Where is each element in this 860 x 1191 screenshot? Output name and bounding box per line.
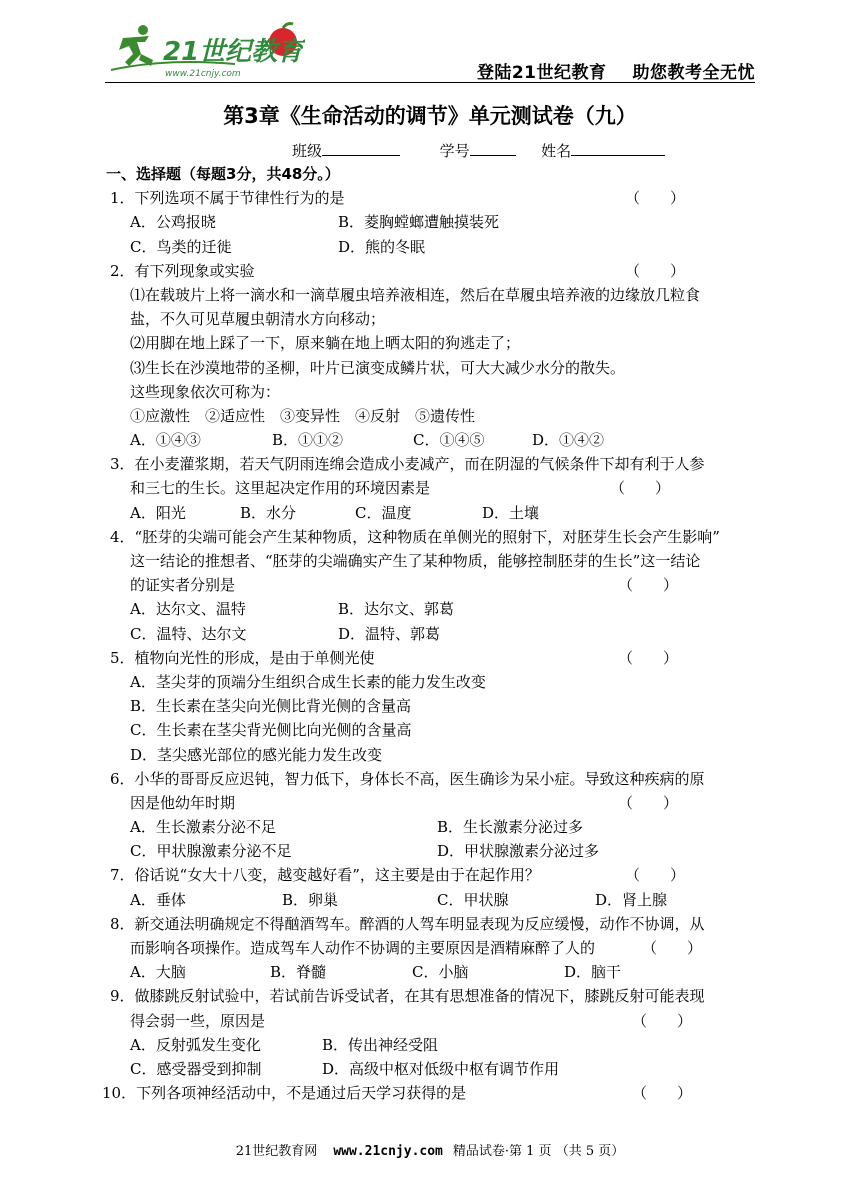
question-6-options-row2 [110,839,760,863]
option-b[interactable]: B．卵巢 [282,890,339,909]
option-d[interactable]: D．①④② [532,431,605,450]
option-b[interactable]: B．生长素在茎尖向光侧比背光侧的含量高 [130,697,412,716]
option-b[interactable]: B．传出神经受阻 [322,1035,439,1054]
question-2-text: ⑴在载玻片上将一滴水和一滴草履虫培养液相连，然后在草履虫培养液的边缘放几粒食 [130,285,701,304]
student-info [292,140,665,161]
question-3-stem: 3．在小麦灌浆期，若天气阴雨连绵会造成小麦减产，而在阴湿的气候条件下却有利于人参 [110,455,705,474]
option-d[interactable]: D．熊的冬眠 [338,237,426,256]
question-1-options-row2 [110,235,760,259]
option-b[interactable]: B．脊髓 [270,963,327,982]
question-4-stem: 这一结论的推想者、“胚芽的尖端确实产生了某种物质，能够控制胚芽的生长”这一结论 [130,552,701,570]
option-b[interactable]: B．①①② [272,431,344,450]
footer-left: 21世纪教育网 [235,1144,318,1159]
option-a[interactable]: A．达尔文、温特 [130,600,246,619]
footer-site-link[interactable]: www.21cnjy.com [333,1144,443,1159]
option-a[interactable]: A．阳光 [130,503,186,522]
name-label: 姓名 [541,142,572,160]
option-d[interactable]: D．脑干 [564,963,622,982]
question-2-options [110,428,760,452]
option-c[interactable]: C．①④⑤ [413,431,485,450]
option-c[interactable]: C．小脑 [412,963,469,982]
logo-url: www.21cnjy.com [165,69,241,79]
question-2-choices: ①应激性 ②适应性 ③变异性 ④反射 ⑤遗传性 [130,406,476,425]
class-field[interactable] [322,140,400,156]
question-6-stem: 6．小华的哥哥反应迟钝，智力低下，身体长不高，医生确诊为呆小症。导致这种疾病的原 [110,769,705,788]
question-2-text: ⑵用脚在地上踩了一下，原来躺在地上晒太阳的狗逃走了； [130,334,521,353]
question-9-stem: 得会弱一些，原因是 （ ） [110,1009,760,1033]
question-8-stem: 8．新交通法明确规定不得酗酒驾车。醉酒的人驾车明显表现为反应缓慢，动作不协调，从 [110,914,705,933]
name-field[interactable] [571,140,665,156]
question-10-stem: 10．下列各项神经活动中，不是通过后天学习获得的是 （ ） [102,1081,760,1105]
page-footer [0,1140,860,1159]
question-4-stem: 4．“胚芽的尖端可能会产生某种物质，这种物质在单侧光的照射下，对胚芽生长会产生影响” [110,527,720,546]
question-7-options [110,888,760,912]
option-d[interactable]: D．高级中枢对低级中枢有调节作用 [322,1059,560,1078]
number-label: 学号 [439,142,470,160]
question-4-options-row2 [110,622,760,646]
option-d[interactable]: D．温特、郭葛 [338,624,441,643]
option-c[interactable]: C．甲状腺 [437,890,509,909]
question-8-options [110,960,760,984]
answer-paren[interactable]: （ ） [642,939,703,957]
slogan-left: 登陆21世纪教育 [476,63,607,83]
question-2-text: 盐，不久可见草履虫朝清水方向移动； [130,310,386,329]
answer-paren[interactable]: （ ） [610,479,671,498]
option-b[interactable]: B．菱胸螳螂遭触摸装死 [338,213,500,232]
option-c[interactable]: C．温特、达尔文 [130,624,247,643]
answer-paren[interactable]: （ ） [632,1084,693,1103]
option-b[interactable]: B．生长激素分泌过多 [437,818,584,837]
question-2-stem: 2．有下列现象或实验 （ ） [110,259,760,283]
logo [105,20,305,80]
question-8-stem: 而影响各项操作。造成驾车人动作不协调的主要原因是酒精麻醉了人的 （ ） [110,936,760,960]
option-d[interactable]: D．土壤 [482,503,540,522]
number-field[interactable] [470,140,516,156]
answer-paren[interactable]: （ ） [625,866,686,885]
question-9-options-row1 [110,1033,760,1057]
question-2-text: ⑶生长在沙漠地带的圣柳，叶片已演变成鳞片状，可大大减少水分的散失。 [130,358,626,377]
question-4-stem: 的证实者分别是 （ ） [110,573,760,597]
footer-page-info: 精品试卷·第 1 页 （共 5 页） [452,1144,625,1159]
option-c[interactable]: C．鸟类的迁徙 [130,237,232,256]
logo-text: 21世纪教育 [163,37,304,67]
option-d[interactable]: D．甲状腺激素分泌过多 [437,842,600,861]
answer-paren[interactable]: （ ） [632,1011,693,1030]
question-4-options-row1 [110,597,760,621]
answer-paren[interactable]: （ ） [618,576,679,595]
option-a[interactable]: A．①④③ [130,431,201,450]
option-c[interactable]: C．生长素在茎尖背光侧比向光侧的含量高 [130,721,412,740]
question-6-stem: 因是他幼年时期 （ ） [110,791,760,815]
question-list [102,162,760,1105]
option-b[interactable]: B．达尔文、郭葛 [338,600,455,619]
option-c[interactable]: C．感受器受到抑制 [130,1059,262,1078]
section-title: 一、选择题（每题3分，共48分。） [106,165,340,183]
option-a[interactable]: A．茎尖芽的顶端分生组织合成生长素的能力发生改变 [130,672,486,691]
class-label: 班级 [292,142,323,160]
answer-paren[interactable]: （ ） [625,261,686,280]
option-a[interactable]: A．生长激素分泌不足 [130,818,276,837]
option-a[interactable]: A．大脑 [130,963,186,982]
question-7-stem: 7．俗话说“女大十八变，越变越好看”，这主要是由于在起作用？ （ ） [110,863,760,887]
option-a[interactable]: A．垂体 [130,890,186,909]
answer-paren[interactable]: （ ） [618,793,679,812]
option-a[interactable]: A．反射弧发生变化 [130,1035,261,1054]
option-d[interactable]: D．茎尖感光部位的感光能力发生改变 [130,745,383,764]
page-title: 第3章《生命活动的调节》单元测试卷（九） [223,104,637,128]
page-header [105,20,755,83]
question-3-options [110,501,760,525]
option-b[interactable]: B．水分 [240,503,297,522]
runner-icon [119,25,153,66]
question-2-text: 这些现象依次可称为： [130,382,281,401]
option-d[interactable]: D．肾上腺 [595,890,668,909]
question-9-options-row2 [110,1057,760,1081]
answer-paren[interactable]: （ ） [618,648,679,667]
question-1-stem: 1．下列选项不属于节律性行为的是 （ ） [110,186,760,210]
question-9-stem: 9．做膝跳反射试验中，若试前告诉受试者，在其有思想准备的情况下，膝跳反射可能表现 [110,987,705,1006]
option-c[interactable]: C．甲状腺激素分泌不足 [130,842,292,861]
option-a[interactable]: A．公鸡报晓 [130,213,216,232]
question-1-options-row1 [110,210,760,234]
question-3-stem: 和三七的生长。这里起决定作用的环境因素是 （ ） [110,476,760,500]
question-6-options-row1 [110,815,760,839]
answer-paren[interactable]: （ ） [625,189,686,208]
option-c[interactable]: C．温度 [355,503,412,522]
header-slogan [477,58,755,83]
question-5-stem: 5．植物向光性的形成，是由于单侧光使 （ ） [110,646,760,670]
slogan-right: 助您教考全无忧 [632,63,755,83]
